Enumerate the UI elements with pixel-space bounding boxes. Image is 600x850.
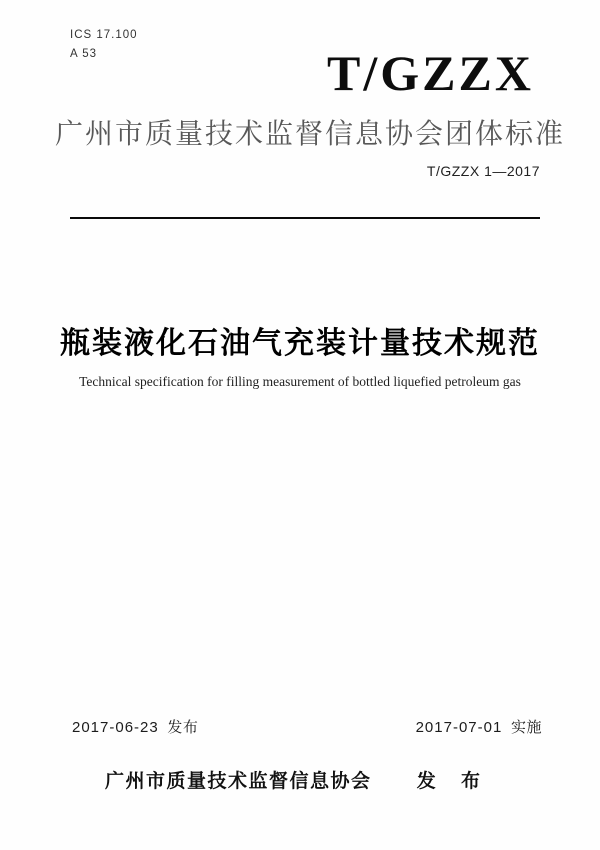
standard-number: T/GZZX 1—2017 (426, 163, 540, 179)
issue-date-item (72, 716, 198, 737)
implement-date: 2017-07-01 (415, 719, 503, 736)
publisher-name: 广州市质量技术监督信息协会 (105, 771, 372, 792)
standard-logo: T/GZZX (327, 45, 534, 101)
publish-action-label: 发 布 (416, 771, 490, 792)
dates-row (72, 716, 542, 737)
publisher-row (105, 766, 490, 793)
ics-classification-block (70, 26, 138, 64)
implement-date-item (416, 716, 542, 737)
doc-class-code: A 53 (70, 48, 98, 60)
title-english: Technical specification for filling measurement of bottled liquefied petroleum gas (79, 374, 521, 389)
issue-label: 发布 (167, 719, 199, 736)
org-standard-heading: 广州市质量技术监督信息协会团体标准 (55, 118, 566, 149)
ics-code: ICS 17.100 (70, 29, 138, 41)
implement-label: 实施 (510, 719, 542, 736)
header-divider-rule (70, 217, 540, 219)
title-chinese: 瓶装液化石油气充装计量技术规范 (60, 327, 540, 360)
issue-date: 2017-06-23 (72, 719, 159, 736)
